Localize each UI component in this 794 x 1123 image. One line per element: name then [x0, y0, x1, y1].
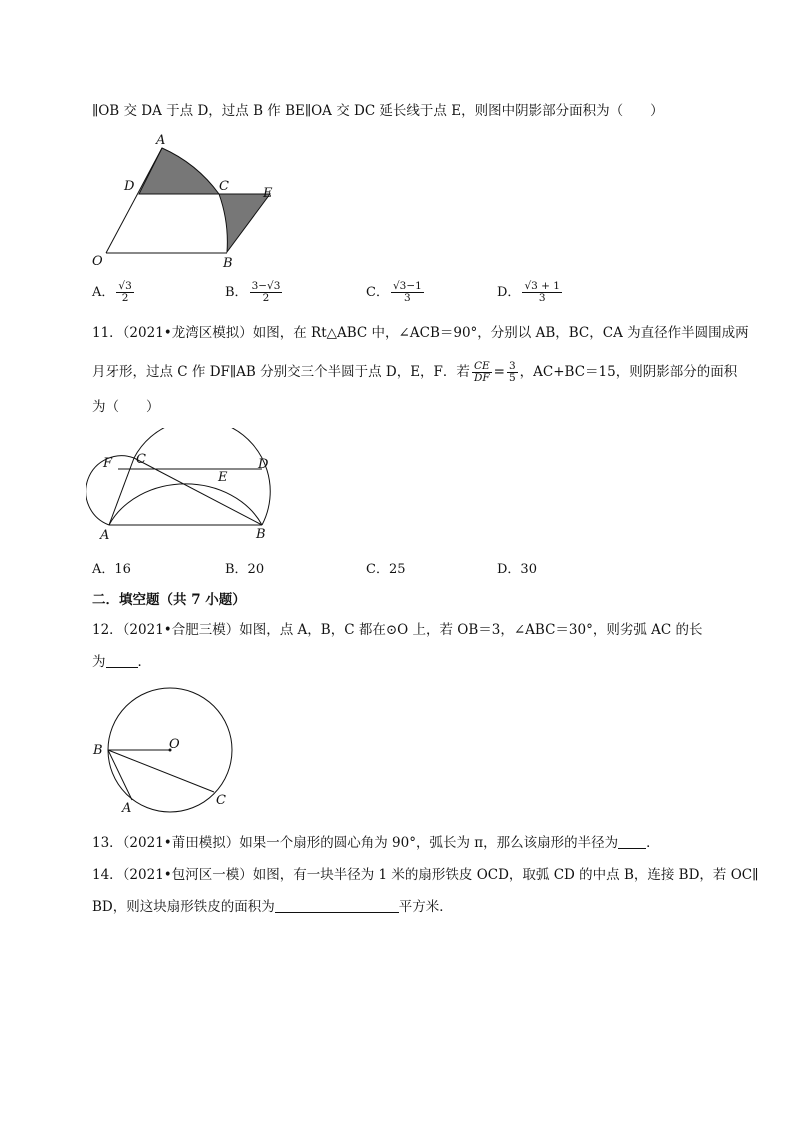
q13-answer-blank[interactable] [618, 834, 646, 849]
q11-option-b[interactable]: B．20 [225, 562, 265, 577]
q10-label-d: D [124, 179, 135, 194]
q10-label-c: C [219, 179, 229, 194]
q10-option-b[interactable]: B． $\frac{3-√3}{2}$ [225, 280, 281, 304]
q11-text-line-1: 11．（2021•龙湾区模拟）如图，在 Rt△ABC 中，∠ACB＝90°，分别以 AB，BC，CA 为直径作半圆围成两 [92, 325, 749, 341]
section-heading-fill-blank: 二．填空题（共 7 小题） [92, 592, 246, 608]
q12-line-bc [108, 750, 214, 792]
q12-label-c: C [216, 793, 226, 808]
q10-label-b: B [223, 256, 233, 271]
q11-figure [86, 428, 286, 543]
q10-label-o: O [92, 254, 103, 269]
q10-line-oa [106, 148, 162, 253]
q10-text-line: ∥OB 交 DA 于点 D，过点 B 作 BE∥OA 交 DC 延长线于点 E，则图中阴影部分面积为（ ） [92, 103, 664, 119]
q11-option-a[interactable]: A．16 [92, 562, 131, 577]
q11-shade-right [134, 428, 270, 525]
q10-shade-right [219, 194, 270, 252]
q11-label-a: A [100, 528, 110, 543]
q12-text-line-1: 12．（2021•合肥三模）如图，点 A，B，C 都在⊙O 上，若 OB＝3，∠ABC＝30°，则劣弧 AC 的长 [92, 622, 703, 638]
q14-text-line-1: 14．（2021•包河区一模）如图，有一块半径为 1 米的扇形铁皮 OCD，取弧 CD 的中点 B，连接 BD，若 OC∥ [92, 867, 759, 883]
q10-option-d[interactable]: D． $\frac{√3 + 1}{3}$ [497, 280, 560, 304]
q10-label-e: E [263, 186, 273, 201]
q11-text-line-3: 为（ ） [92, 399, 160, 415]
q11-arc-ab [109, 484, 262, 525]
q10-shade-left [139, 148, 219, 194]
q12-label-b: B [93, 743, 103, 758]
q12-line-ba [108, 750, 132, 800]
q11-option-c[interactable]: C．25 [366, 562, 406, 577]
q11-line-bc [134, 458, 262, 525]
q12-text-line-2: 为 ． [92, 654, 151, 670]
q12-answer-blank[interactable] [106, 653, 138, 668]
q11-label-e: E [218, 470, 228, 485]
q10-option-c[interactable]: C． $\frac{√3-1}{3}$ [366, 280, 422, 304]
q13-text-line: 13．（2021•莆田模拟）如果一个扇形的圆心角为 90°，弧长为 π，那么该扇形的半径为 ． [92, 835, 660, 851]
q12-figure [86, 680, 246, 815]
q10-option-a[interactable]: A． $\frac{√3}{2}$ [92, 280, 132, 304]
q12-label-o: O [169, 737, 180, 752]
q11-label-b: B [256, 527, 266, 542]
q10-figure [86, 128, 286, 273]
q12-label-a: A [122, 801, 132, 815]
q11-line-ac [109, 458, 134, 525]
q14-answer-blank[interactable] [275, 898, 399, 913]
q11-text-line-2: 月牙形，过点 C 作 DF∥AB 分别交三个半圆于点 D，E，F．若 $\frac{CE}{DF}$ = $\frac{3}{5}$ ，AC+BC＝15，则阴影部分的面积 [92, 360, 738, 384]
q11-label-f: F [103, 456, 113, 471]
q11-label-d: D [258, 457, 269, 472]
q11-label-c: C [136, 452, 146, 467]
q10-label-a: A [156, 133, 166, 148]
q14-text-line-2: BD，则这块扇形铁皮的面积为 平方米． [92, 899, 453, 915]
q11-option-d[interactable]: D．30 [497, 562, 537, 577]
